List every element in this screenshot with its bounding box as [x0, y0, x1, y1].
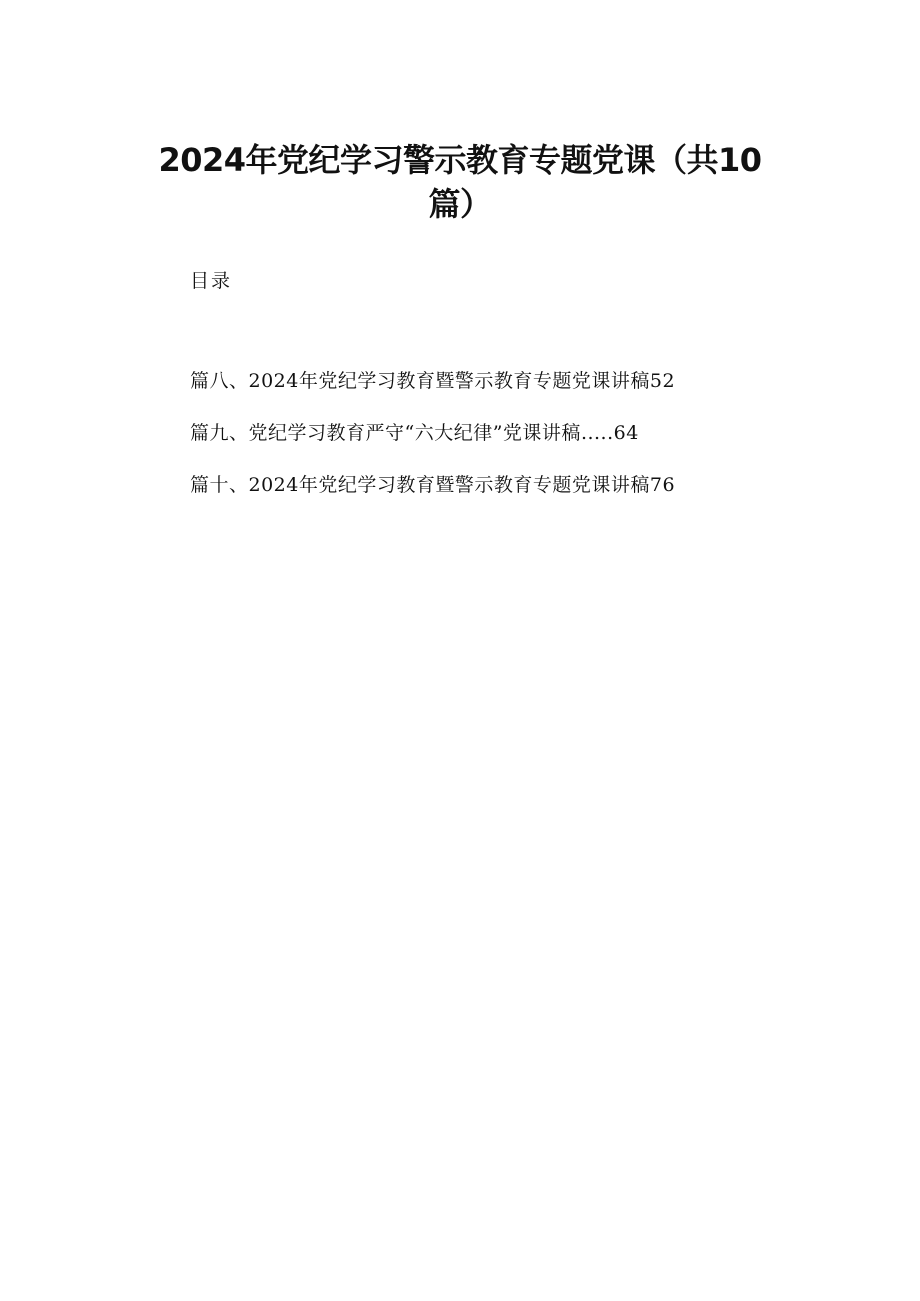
toc-entry-9[interactable] [190, 420, 790, 446]
toc-entry-title: 篇八、2024年党纪学习教育暨警示教育专题党课讲稿 [190, 370, 650, 392]
toc-entry-leader: ..... [580, 422, 614, 444]
table-of-contents [190, 368, 790, 524]
toc-entry-8[interactable] [190, 368, 790, 394]
toc-entry-page-number: 76 [649, 474, 676, 496]
toc-entry-title: 篇九、党纪学习教育严守“六大纪律”党课讲稿 [190, 422, 581, 444]
toc-entry-page-number: 64 [613, 422, 639, 444]
toc-entry-10[interactable] [190, 472, 790, 498]
toc-entry-title: 篇十、2024年党纪学习教育暨警示教育专题党课讲稿 [190, 474, 650, 496]
document-title: 2024年党纪学习警示教育专题党课（共10篇） [158, 141, 762, 223]
toc-heading: 目录 [190, 270, 233, 292]
toc-entry-page-number: 52 [649, 370, 676, 392]
